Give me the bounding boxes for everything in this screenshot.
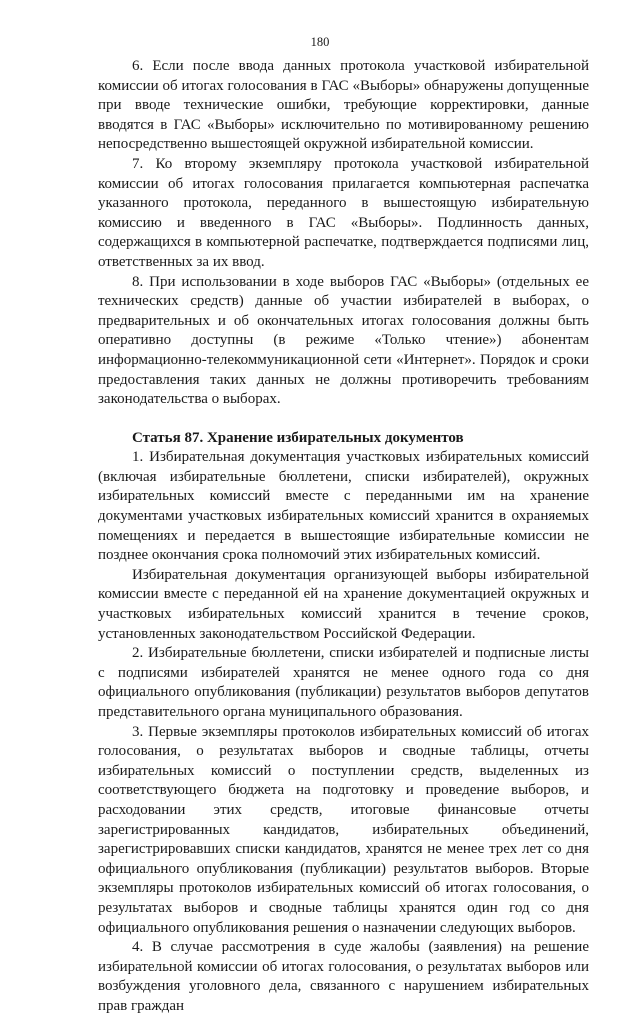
article-paragraph-2: 2. Избирательные бюллетени, списки избирателей и подписные листы с подписями избирателей хранятся не менее одного года со дня официального опубликования (публикации) результатов выборов депутатов представительного органа муниципального образования. [98, 645, 589, 720]
paragraph-7: 7. Ко второму экземпляру протокола участковой избирательной комиссии об итогах голосования прилагается компьютерная распечатка указанного протокола, переданного в вышестоящую избирательную комиссию и введенного в ГАС «Выборы». Подлинность данных, содержащихся в компьютерной распечатке, подтверждается подписями лиц, ответственных за их ввод. [98, 155, 589, 270]
paragraph-8: 8. При использовании в ходе выборов ГАС «Выборы» (отдельных ее технических средств) данные об участии избирателей в выборах, о предварительных и об окончательных итогах голосования должны быть оперативно доступны (в режиме «Только чтение») абонентам информационно-телекоммуникационной сети «Интернет». Порядок и сроки предоставления таких данных не должны противоречить требованиям законодательства о выборах. [98, 273, 589, 408]
paragraph-6: 6. Если после ввода данных протокола участковой избирательной комиссии об итогах голосования в ГАС «Выборы» обнаружены допущенные при вводе технические ошибки, требующие корректировки, данные вводятся в ГАС «Выборы» исключительно по мотивированному решению непосредственно вышестоящей окружной избирательной комиссии. [98, 58, 589, 153]
page-content [98, 57, 589, 1017]
article-heading: Статья 87. Хранение избирательных документов [132, 429, 464, 446]
page-number: 180 [310, 35, 330, 49]
article-paragraph-1: 1. Избирательная документация участковых избирательных комиссий (включая избирательные бюллетени, списки избирателей), окружных избирательных комиссий вместе с переданными им на хранение документами участковых избирательных комиссий хранится в охраняемых помещениях и передается в вышестоящие избирательные комиссии не позднее окончания срока полномочий этих избирательных комиссий. [98, 449, 589, 564]
article-paragraph-3: 3. Первые экземпляры протоколов избирательных комиссий об итогах голосования, о результатах выборов и сводные таблицы, отчеты избирательных комиссий о поступлении средств, выделенных из соответствующего бюджета на подготовку и проведение выборов, и расходовании этих средств, итоговые финансовые отчеты зарегистрированных кандидатов, избирательных объединений, зарегистрировавших списки кандидатов, хранятся не менее трех лет со дня официального опубликования (публикации) результатов выборов. Вторые экземпляры протоколов избирательных комиссий об итогах голосования, о результатах выборов и сводные таблицы хранятся один год со дня официального опубликования решения о назначении следующих выборов. [98, 723, 589, 936]
article-paragraph-4: 4. В случае рассмотрения в суде жалобы (заявления) на решение избирательной комиссии об итогах голосования, о результатах выборов или возбуждения уголовного дела, связанного с нарушением избирательных прав граждан [98, 939, 589, 1014]
article-paragraph-1-continued: Избирательная документация организующей выборы избирательной комиссии вместе с переданной ей на хранение документацией окружных и участковых избирательных комиссий хранится в течение сроков, установленных законодательством Российской Федерации. [98, 566, 589, 642]
